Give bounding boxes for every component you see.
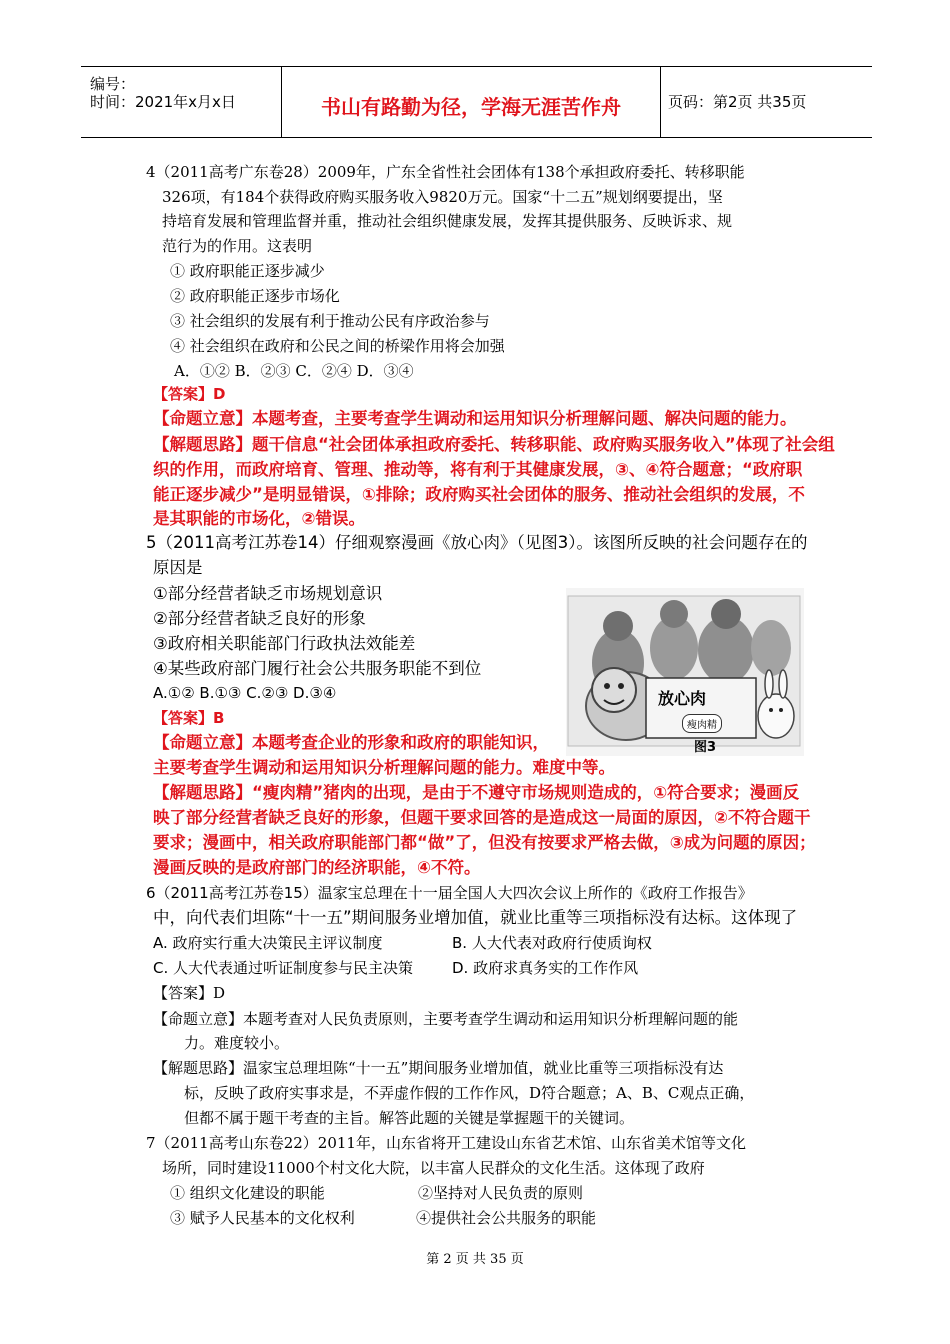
q5-idea-line-3: 要求；漫画中，相关政府职能部门都“做”了，但没有按要求严格去做，③成为问题的原因； bbox=[153, 833, 816, 852]
cartoon-bag-label: 瘦肉精 bbox=[682, 714, 722, 733]
q6-intent-line-1: 【命题立意】本题考查对人民负责原则，主要考查学生调动和运用知识分析理解问题的能 bbox=[153, 1010, 739, 1028]
header-left-cell bbox=[81, 67, 281, 137]
q6-idea-line-1: 【解题思路】温家宝总理坦陈“十一五”期间服务业增加值，就业比重等三项指标没有达 bbox=[153, 1059, 724, 1077]
q5-idea-line-1: 【解题思路】“瘦肉精”猪肉的出现，是由于不遵守市场规则造成的，①符合要求；漫画反 bbox=[153, 783, 800, 802]
q6-stem-line-1: 6（2011高考江苏卷15）温家宝总理在十一届全国人大四次会议上所作的《政府工作报告》 bbox=[146, 884, 753, 902]
q6-answer: 【答案】D bbox=[153, 984, 226, 1002]
page-footer: 第 2 页 共 35 页 bbox=[426, 1252, 524, 1267]
q7-stem-line-2: 场所，同时建设11000个村文化大院，以丰富人民群众的文化生活。这体现了政府 bbox=[162, 1159, 705, 1177]
cartoon-figure-3 bbox=[566, 588, 804, 756]
q6-option-b: B. 人大代表对政府行使质询权 bbox=[452, 934, 652, 952]
header-motto: 书山有路勤为径，学海无涯苦作舟 bbox=[321, 95, 621, 119]
q5-stem-line-1: 5（2011高考江苏卷14）仔细观察漫画《放心肉》（见图3）。该图所反映的社会问题存在的 bbox=[146, 533, 808, 552]
q4-idea-line-3: 能正逐步减少”是明显错误，①排除；政府购买社会团体的服务、推动社会组织的发展，不 bbox=[153, 485, 805, 504]
cartoon-sign: 放心肉 bbox=[658, 689, 707, 708]
q7-option-3: ③ 赋予人民基本的文化权利 bbox=[170, 1209, 355, 1227]
q5-intent-line-2: 主要考查学生调动和运用知识分析理解问题的能力。难度中等。 bbox=[153, 758, 615, 777]
q4-option-3: ③ 社会组织的发展有利于推动公民有序政治参与 bbox=[170, 312, 490, 330]
q5-intent-line-1: 【命题立意】本题考查企业的形象和政府的职能知识， bbox=[153, 733, 549, 752]
q7-option-1: ① 组织文化建设的职能 bbox=[170, 1184, 325, 1202]
q4-idea-line-1: 【解题思路】题干信息“社会团体承担政府委托、转移职能、政府购买服务收入”体现了社会组 bbox=[153, 435, 835, 454]
q5-idea-line-2: 映了部分经营者缺乏良好的形象，但题干要求回答的是造成这一局面的原因，②不符合题干 bbox=[153, 808, 811, 827]
q4-stem-line-2: 326项，有184个获得政府购买服务收入9820万元。国家“十二五”规划纲要提出，坚 bbox=[162, 188, 723, 206]
q6-option-a: A. 政府实行重大决策民主评议制度 bbox=[153, 934, 383, 952]
q4-stem-line-4: 范行为的作用。这表明 bbox=[162, 237, 313, 255]
header-number: 编号： bbox=[90, 75, 136, 93]
cartoon-caption: 图3 bbox=[694, 740, 717, 755]
q5-choices: A.①② B.①③ C.②③ D.③④ bbox=[153, 684, 337, 702]
q4-stem-line-3: 持培育发展和管理监督并重，推动社会组织健康发展，发挥其提供服务、反映诉求、规 bbox=[162, 212, 733, 230]
q5-option-3: ③政府相关职能部门行政执法效能差 bbox=[153, 634, 416, 653]
q4-option-2: ② 政府职能正逐步市场化 bbox=[170, 287, 340, 305]
q6-idea-line-2: 标，反映了政府实事求是，不弄虚作假的工作作风，D符合题意；A、B、C观点正确， bbox=[184, 1084, 755, 1102]
q4-answer: 【答案】D bbox=[153, 385, 226, 403]
q6-option-d: D. 政府求真务实的工作作风 bbox=[452, 959, 639, 977]
q5-answer: 【答案】B bbox=[153, 709, 225, 727]
q5-option-1: ①部分经营者缺乏市场规划意识 bbox=[153, 584, 383, 603]
q4-option-4: ④ 社会组织在政府和公民之间的桥梁作用将会加强 bbox=[170, 337, 505, 355]
q4-intent: 【命题立意】本题考查，主要考查学生调动和运用知识分析理解问题、解决问题的能力。 bbox=[153, 409, 797, 428]
page-header bbox=[81, 66, 872, 138]
q6-intent-line-2: 力。难度较小。 bbox=[184, 1034, 290, 1052]
q4-option-1: ① 政府职能正逐步减少 bbox=[170, 262, 325, 280]
q7-option-2: ②坚持对人民负责的原则 bbox=[418, 1184, 584, 1202]
q4-idea-line-2: 织的作用，而政府培育、管理、推动等，将有利于其健康发展，③、④符合题意；“政府职 bbox=[153, 460, 803, 479]
q5-option-4: ④某些政府部门履行社会公共服务职能不到位 bbox=[153, 659, 482, 678]
q4-stem-line-1: 4（2011高考广东卷28）2009年，广东全省性社会团体有138个承担政府委托、转移职能 bbox=[146, 163, 745, 181]
q4-idea-line-4: 是其职能的市场化，②错误。 bbox=[153, 509, 365, 528]
q7-stem-line-1: 7（2011高考山东卷22）2011年，山东省将开工建设山东省艺术馆、山东省美术馆等文化 bbox=[146, 1134, 746, 1152]
q5-option-2: ②部分经营者缺乏良好的形象 bbox=[153, 609, 366, 628]
header-date: 时间：2021年x月x日 bbox=[90, 93, 236, 111]
q4-choices: A．①② B．②③ C．②④ D．③④ bbox=[174, 362, 414, 380]
header-right-cell bbox=[660, 67, 872, 137]
q5-idea-line-4: 漫画反映的是政府部门的经济职能，④不符。 bbox=[153, 858, 481, 877]
q7-option-4: ④提供社会公共服务的职能 bbox=[416, 1209, 597, 1227]
q5-stem-line-2: 原因是 bbox=[153, 558, 203, 577]
q6-idea-line-3: 但都不属于题干考查的主旨。解答此题的关键是掌握题干的关键词。 bbox=[184, 1109, 635, 1127]
header-center-cell bbox=[281, 67, 661, 137]
q6-option-c: C. 人大代表通过听证制度参与民主决策 bbox=[153, 959, 414, 977]
header-page-number: 页码：第2页 共35页 bbox=[668, 93, 807, 111]
q6-stem-line-2: 中，向代表们坦陈“十一五”期间服务业增加值，就业比重等三项指标没有达标。这体现了 bbox=[153, 908, 798, 927]
